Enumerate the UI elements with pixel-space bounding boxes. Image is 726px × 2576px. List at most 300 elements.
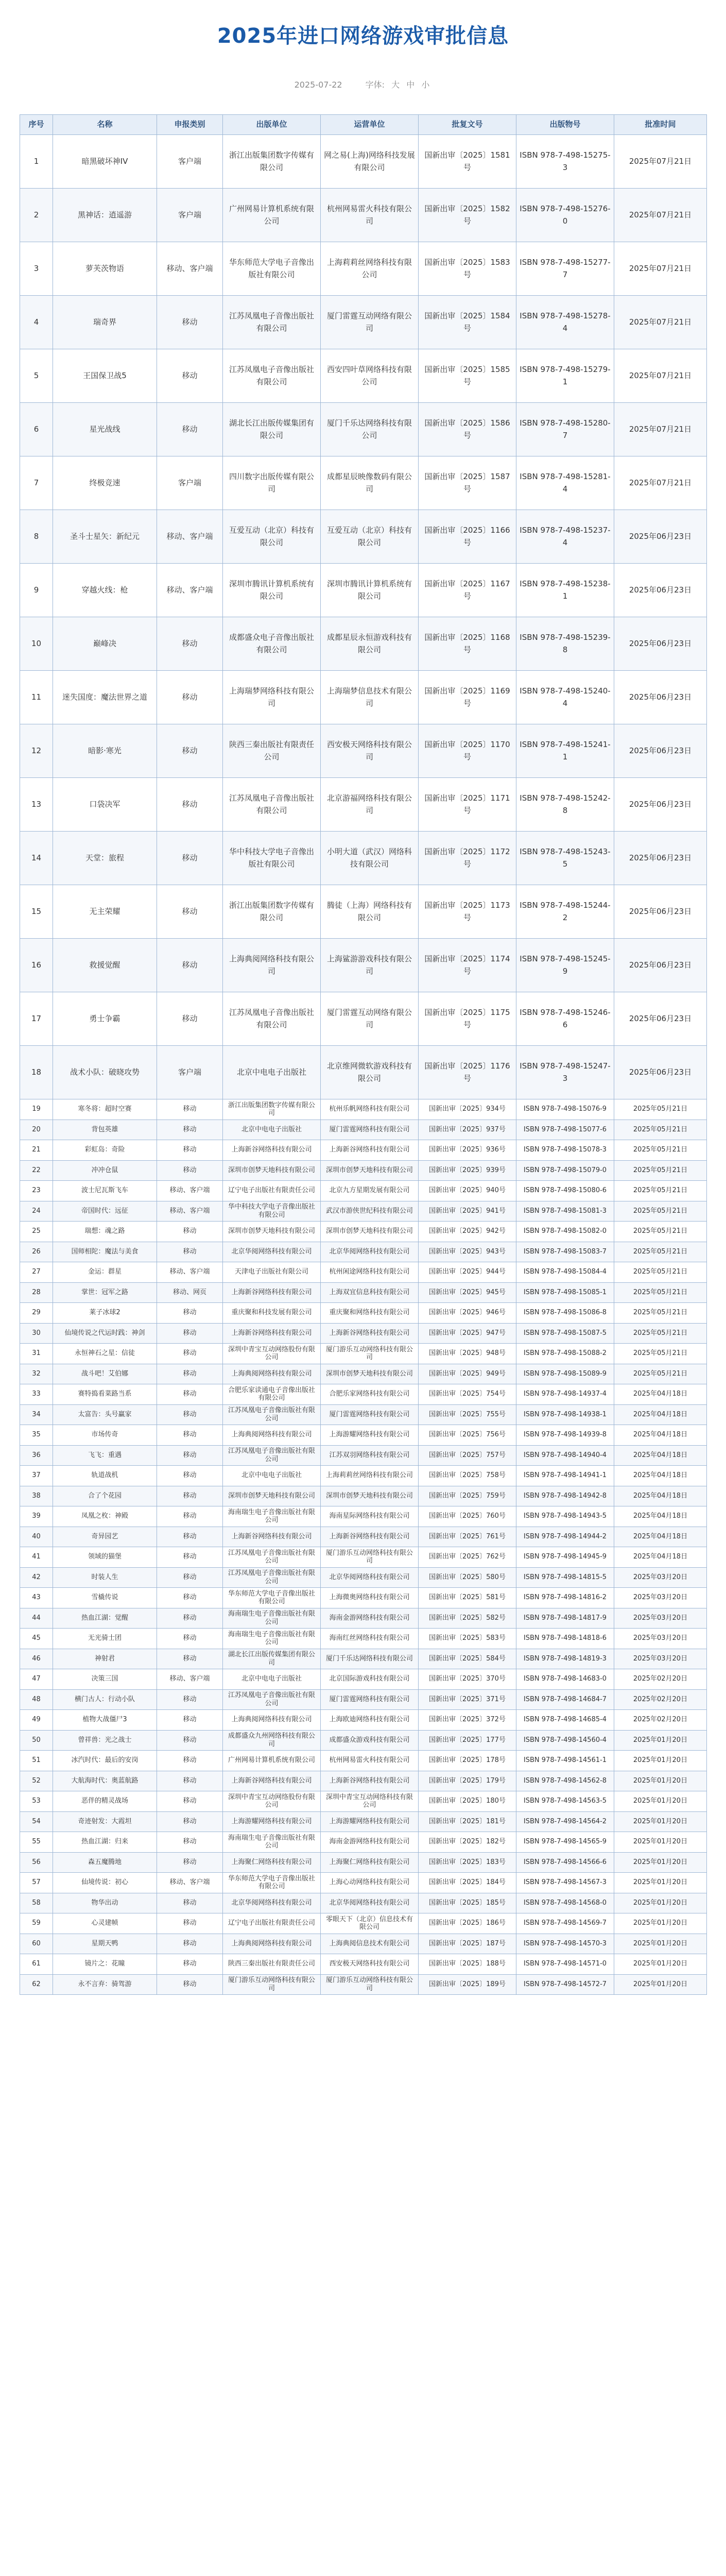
cell-name: 热血江湖：归来	[53, 1832, 157, 1853]
cell-operator: 厦门雷霆互动网络有限公司	[321, 992, 419, 1046]
cell-name: 奇迹射发：大霞坦	[53, 1811, 157, 1832]
cell-type: 移动	[157, 1588, 223, 1608]
cell-isbn: ISBN 978-7-498-15083-7	[516, 1242, 614, 1262]
cell-no: 60	[20, 1934, 53, 1954]
table-row	[20, 1364, 707, 1384]
cell-name: 永恒神石之星：信徒	[53, 1344, 157, 1364]
cell-no: 3	[20, 242, 53, 296]
cell-operator: 上海微奥网络科技有限公司	[321, 1588, 419, 1608]
cell-type: 移动	[157, 1791, 223, 1812]
table-row	[20, 1445, 707, 1466]
table-row	[20, 617, 707, 671]
cell-no: 62	[20, 1974, 53, 1995]
cell-operator: 成都星辰映像数码有限公司	[321, 456, 419, 510]
cell-no: 38	[20, 1486, 53, 1506]
cell-isbn: ISBN 978-7-498-15078-3	[516, 1140, 614, 1161]
cell-no: 30	[20, 1323, 53, 1344]
cell-doc-no: 国新出审〔2025〕1581号	[419, 135, 516, 189]
cell-operator: 上海双宜信息科技有限公司	[321, 1282, 419, 1303]
cell-operator: 上海心动网络科技有限公司	[321, 1873, 419, 1893]
cell-type: 移动	[157, 1832, 223, 1853]
cell-date: 2025年01月20日	[614, 1934, 707, 1954]
cell-no: 48	[20, 1689, 53, 1710]
cell-operator: 厦门雷霆互动网络有限公司	[321, 296, 419, 349]
cell-publisher: 江苏凤凰电子音像出版社有限公司	[223, 992, 321, 1046]
cell-isbn: ISBN 978-7-498-15080-6	[516, 1181, 614, 1201]
cell-doc-no: 国新出审〔2025〕583号	[419, 1629, 516, 1649]
cell-date: 2025年02月20日	[614, 1689, 707, 1710]
cell-doc-no: 国新出审〔2025〕948号	[419, 1344, 516, 1364]
col-header-doc-no: 批复文号	[419, 115, 516, 135]
cell-publisher: 深圳中青宝互动网络股份有限公司	[223, 1344, 321, 1364]
cell-doc-no: 国新出审〔2025〕185号	[419, 1893, 516, 1913]
cell-name: 雪橇传说	[53, 1588, 157, 1608]
cell-isbn: ISBN 978-7-498-15240-4	[516, 671, 614, 724]
table-row	[20, 510, 707, 564]
cell-isbn: ISBN 978-7-498-15280-7	[516, 403, 614, 456]
cell-date: 2025年04月18日	[614, 1445, 707, 1466]
cell-name: 战斗吧！艾伯娜	[53, 1364, 157, 1384]
table-row	[20, 1934, 707, 1954]
cell-date: 2025年06月23日	[614, 778, 707, 832]
cell-type: 移动、客户端	[157, 510, 223, 564]
cell-type: 移动	[157, 1547, 223, 1568]
cell-operator: 北京九方星期发展有限公司	[321, 1181, 419, 1201]
cell-operator: 上海聚仁网络科技有限公司	[321, 1852, 419, 1873]
cell-no: 46	[20, 1649, 53, 1669]
cell-no: 21	[20, 1140, 53, 1161]
table-row	[20, 1282, 707, 1303]
cell-date: 2025年05月21日	[614, 1160, 707, 1181]
cell-date: 2025年04月18日	[614, 1425, 707, 1446]
cell-date: 2025年06月23日	[614, 885, 707, 939]
table-row	[20, 1751, 707, 1771]
cell-isbn: ISBN 978-7-498-14572-7	[516, 1974, 614, 1995]
cell-isbn: ISBN 978-7-498-15275-3	[516, 135, 614, 189]
cell-type: 移动	[157, 1527, 223, 1547]
cell-date: 2025年03月20日	[614, 1588, 707, 1608]
cell-type: 移动	[157, 1364, 223, 1384]
col-header-no: 序号	[20, 115, 53, 135]
cell-date: 2025年05月21日	[614, 1303, 707, 1324]
font-size-small[interactable]: 小	[421, 80, 430, 90]
cell-name: 凤凰之枚：神殿	[53, 1506, 157, 1527]
cell-type: 移动	[157, 1629, 223, 1649]
cell-doc-no: 国新出审〔2025〕370号	[419, 1669, 516, 1690]
cell-doc-no: 国新出审〔2025〕184号	[419, 1873, 516, 1893]
cell-publisher: 厦门游乐互动网络科技有限公司	[223, 1974, 321, 1995]
cell-doc-no: 国新出审〔2025〕758号	[419, 1466, 516, 1486]
cell-name: 彩虹岛：奇险	[53, 1140, 157, 1161]
cell-publisher: 北京中电电子出版社	[223, 1669, 321, 1690]
table-row	[20, 1567, 707, 1588]
cell-date: 2025年03月20日	[614, 1567, 707, 1588]
cell-no: 59	[20, 1913, 53, 1934]
publish-date: 2025-07-22	[294, 80, 342, 90]
cell-type: 移动	[157, 1099, 223, 1120]
table-row	[20, 242, 707, 296]
cell-doc-no: 国新出审〔2025〕584号	[419, 1649, 516, 1669]
table-row	[20, 1181, 707, 1201]
table-row	[20, 1262, 707, 1283]
cell-name: 星期天鸭	[53, 1934, 157, 1954]
table-row	[20, 1527, 707, 1547]
cell-operator: 厦门千乐达网络科技有限公司	[321, 403, 419, 456]
cell-doc-no: 国新出审〔2025〕186号	[419, 1913, 516, 1934]
table-row	[20, 1811, 707, 1832]
cell-isbn: ISBN 978-7-498-14940-4	[516, 1445, 614, 1466]
cell-operator: 海南金游网络科技有限公司	[321, 1832, 419, 1853]
font-size-large[interactable]: 大	[391, 80, 400, 90]
cell-doc-no: 国新出审〔2025〕754号	[419, 1384, 516, 1405]
cell-no: 4	[20, 296, 53, 349]
cell-operator: 北京华阅网络科技有限公司	[321, 1893, 419, 1913]
cell-type: 移动	[157, 1771, 223, 1791]
cell-date: 2025年05月21日	[614, 1344, 707, 1364]
cell-publisher: 浙江出版集团数字传媒有限公司	[223, 135, 321, 189]
cell-publisher: 江苏凤凰电子音像出版社有限公司	[223, 1404, 321, 1425]
cell-type: 移动	[157, 1222, 223, 1242]
cell-isbn: ISBN 978-7-498-14563-5	[516, 1791, 614, 1812]
cell-isbn: ISBN 978-7-498-15244-2	[516, 885, 614, 939]
col-header-isbn: 出版物号	[516, 115, 614, 135]
cell-name: 时装人生	[53, 1567, 157, 1588]
col-header-publisher: 出版单位	[223, 115, 321, 135]
table-row	[20, 1588, 707, 1608]
cell-doc-no: 国新出审〔2025〕940号	[419, 1181, 516, 1201]
cell-no: 24	[20, 1201, 53, 1222]
cell-doc-no: 国新出审〔2025〕761号	[419, 1527, 516, 1547]
cell-date: 2025年04月18日	[614, 1384, 707, 1405]
cell-operator: 杭州网易雷火科技有限公司	[321, 189, 419, 242]
cell-publisher: 海南瑞生电子音像出版社有限公司	[223, 1832, 321, 1853]
cell-no: 42	[20, 1567, 53, 1588]
cell-date: 2025年02月20日	[614, 1710, 707, 1731]
cell-isbn: ISBN 978-7-498-14685-4	[516, 1710, 614, 1731]
table-row	[20, 1954, 707, 1975]
table-row	[20, 1201, 707, 1222]
cell-name: 萝芙茨物语	[53, 242, 157, 296]
cell-doc-no: 国新出审〔2025〕182号	[419, 1832, 516, 1853]
cell-publisher: 北京华阅网络科技有限公司	[223, 1893, 321, 1913]
cell-name: 救援觉醒	[53, 939, 157, 992]
cell-date: 2025年06月23日	[614, 617, 707, 671]
cell-operator: 互爱互动（北京）科技有限公司	[321, 510, 419, 564]
table-row	[20, 724, 707, 778]
cell-name: 寒冬将：超时空赛	[53, 1099, 157, 1120]
cell-isbn: ISBN 978-7-498-15242-8	[516, 778, 614, 832]
cell-operator: 厦门千乐达网络科技有限公司	[321, 1649, 419, 1669]
cell-date: 2025年07月21日	[614, 189, 707, 242]
cell-doc-no: 国新出审〔2025〕939号	[419, 1160, 516, 1181]
cell-doc-no: 国新出审〔2025〕580号	[419, 1567, 516, 1588]
page-title: 2025年进口网络游戏审批信息	[217, 24, 509, 48]
cell-publisher: 深圳市腾讯计算机系统有限公司	[223, 564, 321, 617]
cell-name: 王国保卫战5	[53, 349, 157, 403]
cell-date: 2025年05月21日	[614, 1120, 707, 1140]
cell-publisher: 重庆聚和科技发展有限公司	[223, 1303, 321, 1324]
table-body	[20, 135, 707, 1995]
cell-operator: 上海莉莉丝网络科技有限公司	[321, 242, 419, 296]
cell-no: 49	[20, 1710, 53, 1731]
cell-operator: 上海鲨游游戏科技有限公司	[321, 939, 419, 992]
cell-operator: 深圳市创梦天地科技有限公司	[321, 1486, 419, 1506]
table-row	[20, 1629, 707, 1649]
cell-operator: 西安极天网络科技有限公司	[321, 1954, 419, 1975]
cell-type: 移动、客户端	[157, 1201, 223, 1222]
cell-isbn: ISBN 978-7-498-15239-8	[516, 617, 614, 671]
cell-doc-no: 国新出审〔2025〕1587号	[419, 456, 516, 510]
cell-name: 仙境传说之代运时践：神剑	[53, 1323, 157, 1344]
cell-publisher: 海南瑞生电子音像出版社有限公司	[223, 1629, 321, 1649]
cell-type: 移动	[157, 671, 223, 724]
cell-date: 2025年06月23日	[614, 724, 707, 778]
cell-doc-no: 国新出审〔2025〕581号	[419, 1588, 516, 1608]
cell-name: 大航海时代：奥蓝航路	[53, 1771, 157, 1791]
cell-name: 无主荣耀	[53, 885, 157, 939]
cell-type: 移动	[157, 1445, 223, 1466]
cell-type: 客户端	[157, 189, 223, 242]
cell-name: 热血江湖：觉醒	[53, 1608, 157, 1629]
cell-publisher: 上海聚仁网络科技有限公司	[223, 1852, 321, 1873]
cell-publisher: 上海典阅网络科技有限公司	[223, 1934, 321, 1954]
cell-date: 2025年01月20日	[614, 1730, 707, 1751]
cell-doc-no: 国新出审〔2025〕1174号	[419, 939, 516, 992]
cell-isbn: ISBN 978-7-498-14945-9	[516, 1547, 614, 1568]
cell-date: 2025年04月18日	[614, 1404, 707, 1425]
cell-isbn: ISBN 978-7-498-15241-1	[516, 724, 614, 778]
cell-operator: 北京国际游戏科技有限公司	[321, 1669, 419, 1690]
cell-name: 圣斗士星矢：新纪元	[53, 510, 157, 564]
cell-operator: 厦门雷霆网络科技有限公司	[321, 1404, 419, 1425]
cell-isbn: ISBN 978-7-498-14561-1	[516, 1751, 614, 1771]
cell-type: 移动	[157, 1913, 223, 1934]
cell-isbn: ISBN 978-7-498-15087-5	[516, 1323, 614, 1344]
cell-no: 9	[20, 564, 53, 617]
cell-isbn: ISBN 978-7-498-14684-7	[516, 1689, 614, 1710]
table-row	[20, 1791, 707, 1812]
cell-isbn: ISBN 978-7-498-15281-4	[516, 456, 614, 510]
cell-type: 移动	[157, 1384, 223, 1405]
cell-operator: 上海游耀网络科技有限公司	[321, 1811, 419, 1832]
cell-no: 11	[20, 671, 53, 724]
cell-type: 移动	[157, 403, 223, 456]
table-row	[20, 1323, 707, 1344]
cell-publisher: 江苏凤凰电子音像出版社有限公司	[223, 1445, 321, 1466]
cell-publisher: 华中科技大学电子音像出版社有限公司	[223, 1201, 321, 1222]
cell-isbn: ISBN 978-7-498-15079-0	[516, 1160, 614, 1181]
cell-type: 移动	[157, 1974, 223, 1995]
cell-operator: 上海新谷网络科技有限公司	[321, 1527, 419, 1547]
cell-no: 34	[20, 1404, 53, 1425]
cell-publisher: 合肥乐家读通电子音像出版社有限公司	[223, 1384, 321, 1405]
table-row	[20, 456, 707, 510]
cell-isbn: ISBN 978-7-498-14941-1	[516, 1466, 614, 1486]
cell-type: 移动	[157, 1893, 223, 1913]
table-row	[20, 1913, 707, 1934]
cell-publisher: 江苏凤凰电子音像出版社有限公司	[223, 1689, 321, 1710]
cell-operator: 网之易(上海)网络科技发展有限公司	[321, 135, 419, 189]
cell-publisher: 华东师范大学电子音像出版社有限公司	[223, 1873, 321, 1893]
cell-name: 神射君	[53, 1649, 157, 1669]
cell-type: 移动、客户端	[157, 1873, 223, 1893]
cell-name: 终极竞速	[53, 456, 157, 510]
cell-no: 61	[20, 1954, 53, 1975]
cell-publisher: 上海典阅网络科技有限公司	[223, 1425, 321, 1446]
cell-publisher: 辽宁电子出版社有限责任公司	[223, 1913, 321, 1934]
cell-name: 背包英雄	[53, 1120, 157, 1140]
cell-operator: 深圳市创梦天地科技有限公司	[321, 1160, 419, 1181]
cell-publisher: 江苏凤凰电子音像出版社有限公司	[223, 349, 321, 403]
cell-isbn: ISBN 978-7-498-14818-6	[516, 1629, 614, 1649]
cell-type: 移动	[157, 832, 223, 885]
cell-publisher: 海南瑞生电子音像出版社有限公司	[223, 1608, 321, 1629]
cell-isbn: ISBN 978-7-498-15084-4	[516, 1262, 614, 1283]
cell-publisher: 辽宁电子出版社有限责任公司	[223, 1181, 321, 1201]
cell-no: 13	[20, 778, 53, 832]
cell-doc-no: 国新出审〔2025〕1168号	[419, 617, 516, 671]
table-header-row	[20, 115, 707, 135]
cell-operator: 上海游耀网络科技有限公司	[321, 1425, 419, 1446]
cell-isbn: ISBN 978-7-498-14570-3	[516, 1934, 614, 1954]
cell-publisher: 四川数字出版传媒有限公司	[223, 456, 321, 510]
cell-no: 14	[20, 832, 53, 885]
col-header-date: 批准时间	[614, 115, 707, 135]
cell-type: 移动	[157, 724, 223, 778]
col-header-name: 名称	[53, 115, 157, 135]
cell-publisher: 浙江出版集团数字传媒有限公司	[223, 885, 321, 939]
cell-isbn: ISBN 978-7-498-14816-2	[516, 1588, 614, 1608]
cell-type: 移动	[157, 1567, 223, 1588]
table-row	[20, 1893, 707, 1913]
cell-no: 2	[20, 189, 53, 242]
cell-operator: 武汉市游侠世纪科技有限公司	[321, 1201, 419, 1222]
font-size-label: 字体:	[365, 80, 385, 90]
cell-no: 22	[20, 1160, 53, 1181]
cell-isbn: ISBN 978-7-498-15237-4	[516, 510, 614, 564]
cell-name: 镜片之：花瞳	[53, 1954, 157, 1975]
cell-date: 2025年06月23日	[614, 992, 707, 1046]
cell-type: 移动	[157, 1689, 223, 1710]
cell-isbn: ISBN 978-7-498-15277-7	[516, 242, 614, 296]
cell-publisher: 海南瑞生电子音像出版社有限公司	[223, 1506, 321, 1527]
table-row	[20, 992, 707, 1046]
cell-isbn: ISBN 978-7-498-15076-9	[516, 1099, 614, 1120]
cell-date: 2025年02月20日	[614, 1669, 707, 1690]
cell-doc-no: 国新出审〔2025〕937号	[419, 1120, 516, 1140]
cell-isbn: ISBN 978-7-498-14944-2	[516, 1527, 614, 1547]
cell-type: 移动	[157, 1425, 223, 1446]
cell-operator: 深圳中青宝互动网络科技有限公司	[321, 1791, 419, 1812]
cell-name: 暗黑破坏神IV	[53, 135, 157, 189]
cell-isbn: ISBN 978-7-498-14939-8	[516, 1425, 614, 1446]
cell-no: 54	[20, 1811, 53, 1832]
cell-operator: 江苏双羽网络科技有限公司	[321, 1445, 419, 1466]
cell-publisher: 北京中电电子出版社	[223, 1466, 321, 1486]
cell-doc-no: 国新出审〔2025〕582号	[419, 1608, 516, 1629]
cell-name: 横门古人：行动小队	[53, 1689, 157, 1710]
cell-date: 2025年01月20日	[614, 1974, 707, 1995]
cell-name: 迷失国度：魔法世界之道	[53, 671, 157, 724]
cell-doc-no: 国新出审〔2025〕1169号	[419, 671, 516, 724]
cell-type: 移动	[157, 1140, 223, 1161]
cell-date: 2025年01月20日	[614, 1913, 707, 1934]
cell-publisher: 北京中电电子出版社	[223, 1120, 321, 1140]
cell-doc-no: 国新出审〔2025〕1176号	[419, 1046, 516, 1099]
cell-date: 2025年05月21日	[614, 1282, 707, 1303]
cell-date: 2025年06月23日	[614, 671, 707, 724]
cell-type: 移动	[157, 1751, 223, 1771]
cell-doc-no: 国新出审〔2025〕945号	[419, 1282, 516, 1303]
cell-doc-no: 国新出审〔2025〕760号	[419, 1506, 516, 1527]
cell-doc-no: 国新出审〔2025〕1172号	[419, 832, 516, 885]
cell-date: 2025年05月21日	[614, 1323, 707, 1344]
cell-publisher: 上海新谷网络科技有限公司	[223, 1282, 321, 1303]
cell-no: 41	[20, 1547, 53, 1568]
cell-type: 移动	[157, 1649, 223, 1669]
cell-date: 2025年03月20日	[614, 1608, 707, 1629]
cell-name: 决策三国	[53, 1669, 157, 1690]
cell-isbn: ISBN 978-7-498-15077-6	[516, 1120, 614, 1140]
table-row	[20, 1344, 707, 1364]
cell-type: 移动、客户端	[157, 242, 223, 296]
cell-publisher: 江苏凤凰电子音像出版社有限公司	[223, 1547, 321, 1568]
cell-type: 客户端	[157, 456, 223, 510]
cell-type: 移动	[157, 1404, 223, 1425]
cell-date: 2025年06月23日	[614, 510, 707, 564]
cell-operator: 上海新谷网络科技有限公司	[321, 1771, 419, 1791]
cell-date: 2025年01月20日	[614, 1832, 707, 1853]
cell-doc-no: 国新出审〔2025〕179号	[419, 1771, 516, 1791]
cell-no: 10	[20, 617, 53, 671]
cell-doc-no: 国新出审〔2025〕178号	[419, 1751, 516, 1771]
cell-doc-no: 国新出审〔2025〕943号	[419, 1242, 516, 1262]
cell-name: 冰汽时代：最后的安岗	[53, 1751, 157, 1771]
cell-date: 2025年06月23日	[614, 832, 707, 885]
cell-doc-no: 国新出审〔2025〕177号	[419, 1730, 516, 1751]
cell-doc-no: 国新出审〔2025〕1582号	[419, 189, 516, 242]
cell-name: 奇异园艺	[53, 1527, 157, 1547]
cell-operator: 西安四叶草网络科技有限公司	[321, 349, 419, 403]
cell-isbn: ISBN 978-7-498-14815-5	[516, 1567, 614, 1588]
cell-name: 星光战线	[53, 403, 157, 456]
cell-doc-no: 国新出审〔2025〕1166号	[419, 510, 516, 564]
cell-date: 2025年01月20日	[614, 1791, 707, 1812]
cell-publisher: 成都盛众九州网络科技有限公司	[223, 1730, 321, 1751]
cell-doc-no: 国新出审〔2025〕949号	[419, 1364, 516, 1384]
cell-doc-no: 国新出审〔2025〕942号	[419, 1222, 516, 1242]
table-row	[20, 1832, 707, 1853]
cell-publisher: 江苏凤凰电子音像出版社有限公司	[223, 296, 321, 349]
table-row	[20, 1466, 707, 1486]
table-row	[20, 1425, 707, 1446]
font-size-medium[interactable]: 中	[406, 80, 415, 90]
cell-operator: 海南星际网络科技有限公司	[321, 1506, 419, 1527]
table-row	[20, 189, 707, 242]
cell-operator: 合肥乐家网络科技有限公司	[321, 1384, 419, 1405]
cell-no: 23	[20, 1181, 53, 1201]
cell-type: 移动	[157, 1344, 223, 1364]
cell-isbn: ISBN 978-7-498-15245-9	[516, 939, 614, 992]
cell-publisher: 湖北长江出版传媒集团有限公司	[223, 1649, 321, 1669]
table-row	[20, 564, 707, 617]
cell-name: 冲冲仓鼠	[53, 1160, 157, 1181]
cell-type: 移动	[157, 349, 223, 403]
cell-name: 赛特捣看菜路当系	[53, 1384, 157, 1405]
cell-no: 50	[20, 1730, 53, 1751]
cell-operator: 深圳市创梦天地科技有限公司	[321, 1222, 419, 1242]
cell-doc-no: 国新出审〔2025〕1173号	[419, 885, 516, 939]
